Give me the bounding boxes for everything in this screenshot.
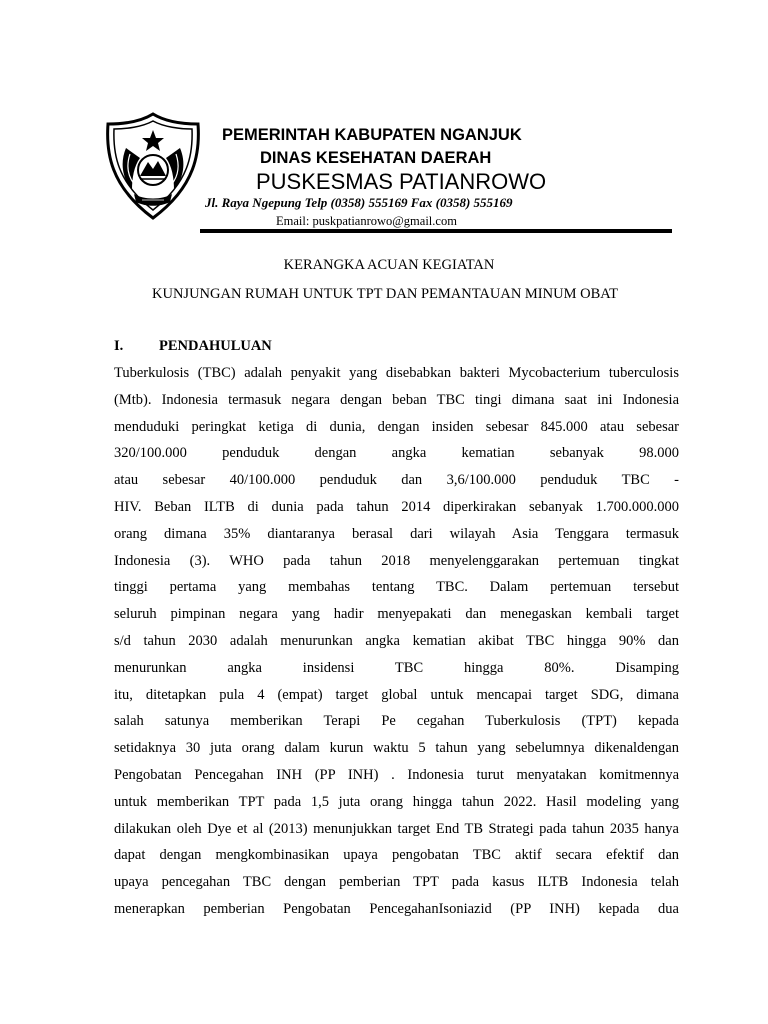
body-line: untuk memberikan TPT pada 1,5 juta orang hingga tahun 2022. Hasil modeling yang [114,793,679,810]
document-title-text: KERANGKA ACUAN KEGIATAN [283,257,495,273]
body-line: menurunkan angka insidensi TBC hingga 80%. Disamping [114,659,679,676]
body-line: 320/100.000 penduduk dengan angka kematian sebanyak 98.000 [114,445,679,462]
section-heading: PENDAHULUAN [159,338,272,354]
document-subtitle [0,286,768,303]
body-line: Indonesia (3). WHO pada tahun 2018 menyelenggarakan pertemuan tingkat [114,552,679,569]
section-number: I. [114,338,124,354]
body-line: dapat dengan mengkombinasikan upaya pengobatan TBC aktif secara efektif dan [114,847,679,864]
letterhead-address: Jl. Raya Ngepung Telp (0358) 555169 Fax (0358) 555169 [205,195,513,210]
body-line: itu, ditetapkan pula 4 (empat) target global untuk mencapai target SDG, dimana [114,686,679,703]
body-line: seluruh pimpinan negara yang hadir menyepakati dan menegaskan kembali target [114,606,679,623]
body-line: upaya pencegahan TBC dengan pemberian TPT pada kasus ILTB Indonesia telah [114,874,679,891]
document-subtitle-text: KUNJUNGAN RUMAH UNTUK TPT DAN PEMANTAUAN MINUM OBAT [152,286,618,302]
body-line: tinggi pertama yang membahas tentang TBC. Dalam pertemuan tersebut [114,579,679,596]
body-line: Tuberkulosis (TBC) adalah penyakit yang disebabkan bakteri Mycobacterium tuberculosis [114,365,679,381]
body-line: salah satunya memberikan Terapi Pe cegahan Tuberkulosis (TPT) kepada [114,713,679,730]
body-line: (Mtb). Indonesia termasuk negara dengan beban TBC tingi dimana saat ini Indonesia [114,391,679,408]
letterhead-email: Email: puskpatianrowo@gmail.com [276,214,457,228]
document-title [0,257,768,274]
body-line: HIV. Beban ILTB di dunia pada tahun 2014 diperkirakan sebanyak 1.700.000.000 [114,499,679,515]
regency-emblem-icon [104,112,202,220]
letterhead-institution: PUSKESMAS PATIANROWO [256,169,547,194]
body-line: s/d tahun 2030 adalah menurunkan angka kematian akibat TBC hingga 90% dan [114,633,679,649]
body-line: atau sebesar 40/100.000 penduduk dan 3,6/100.000 penduduk TBC - [114,472,679,489]
body-line: menduduki peringkat ketiga di dunia, dengan insiden sebesar 845.000 atau sebesar [114,418,679,435]
body-line: menerapkan pemberian Pengobatan PencegahanIsoniazid (PP INH) kepada dua [114,901,679,917]
letterhead-department: DINAS KESEHATAN DAERAH [260,149,492,167]
body-line: setidaknya 30 juta orang dalam kurun waktu 5 tahun yang sebelumnya dikenaldengan [114,740,679,757]
body-line: orang dimana 35% diantaranya berasal dari wilayah Asia Tenggara termasuk [114,525,679,542]
body-line: dilakukan oleh Dye et al (2013) menunjukkan target End TB Strategi pada tahun 2035 hanya [114,820,679,837]
letterhead-government: PEMERINTAH KABUPATEN NGANJUK [222,126,522,144]
letterhead-divider [200,229,672,233]
body-line: Pengobatan Pencegahan INH (PP INH) . Indonesia turut menyatakan komitmennya [114,767,679,783]
